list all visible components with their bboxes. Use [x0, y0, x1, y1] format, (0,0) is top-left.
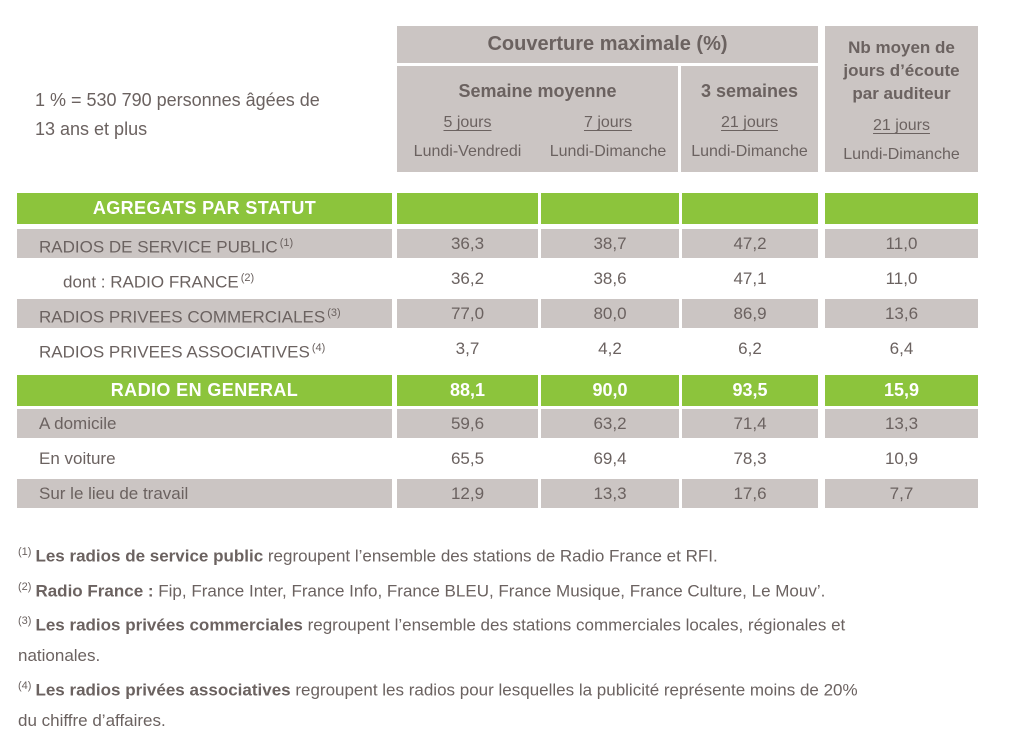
header-couverture-maximale: Couverture maximale (%)	[397, 26, 818, 63]
value-cell: 80,0	[541, 299, 679, 328]
value-cell: 3,7	[455, 339, 480, 358]
row-label-text: Sur le lieu de travail	[39, 484, 189, 503]
footnote-bold-text: Les radios privées associatives	[35, 680, 291, 700]
value-cell: 6,2	[738, 339, 762, 358]
footnote-ref-2: (2)	[240, 272, 255, 284]
footnote-text: Fip, France Inter, France Info, France BLEU, France Musique, France Culture, Le Mouv’.	[153, 581, 826, 601]
value-cell: 6,4	[889, 339, 914, 358]
header-nb-moyen-jours-ecoute	[825, 26, 978, 172]
nb-moyen-title-line3: par auditeur	[852, 84, 951, 103]
value-cell: 38,7	[541, 229, 679, 258]
value-cell: 36,2	[450, 269, 485, 288]
value-cell: 71,4	[682, 409, 818, 438]
row-label-text: dont : RADIO FRANCE	[63, 272, 239, 292]
column-21-jours	[681, 108, 818, 166]
nb-moyen-title-line1: Nb moyen de	[848, 38, 955, 57]
band-label: AGREGATS PAR STATUT	[17, 193, 392, 224]
value-cell: 13,3	[541, 479, 679, 508]
footnote-marker: (2)	[18, 580, 32, 593]
value-cell: 63,2	[541, 409, 679, 438]
table-row-a-domicile	[0, 409, 1020, 438]
section-band-agregats-par-statut	[0, 193, 1020, 224]
footnote-bold-text: Les radios de service public	[35, 546, 264, 566]
footnote-text: regroupent l’ensemble des stations de Radio France et RFI.	[263, 546, 718, 566]
footnote-continuation: nationales.	[18, 645, 101, 665]
table-row-en-voiture	[0, 444, 1020, 473]
value-cell: 59,6	[397, 409, 538, 438]
band-value-cell: 88,1	[397, 375, 538, 406]
footnote-ref-1: (1)	[279, 237, 294, 249]
row-label	[17, 229, 392, 258]
band-value-cell: 90,0	[541, 375, 679, 406]
days-lundi-dimanche: Lundi-Dimanche	[843, 146, 960, 163]
table-row-radios-privees-associatives	[0, 334, 1020, 363]
value-cell: 36,3	[397, 229, 538, 258]
row-label-text: RADIOS PRIVEES ASSOCIATIVES	[39, 342, 310, 362]
value-cell: 65,5	[450, 449, 485, 468]
footnote-continuation: du chiffre d’affaires.	[18, 710, 166, 730]
row-label-text: RADIOS PRIVEES COMMERCIALES	[39, 307, 326, 327]
row-label	[17, 479, 392, 508]
footnote-text: regroupent les radios pour lesquelles la publicité représente moins de 20%	[290, 680, 858, 700]
band-value-cell: 93,5	[682, 375, 818, 406]
band-value-cell	[397, 193, 538, 224]
value-cell: 77,0	[397, 299, 538, 328]
value-cell: 47,2	[682, 229, 818, 258]
row-label-text: A domicile	[39, 414, 117, 433]
row-label	[17, 299, 392, 328]
footnote-ref-3: (3)	[327, 307, 341, 319]
days-lundi-dimanche: Lundi-Dimanche	[549, 143, 667, 160]
population-note	[35, 86, 395, 144]
row-label	[17, 264, 392, 293]
footnote-1	[18, 537, 1018, 572]
footnote-4	[18, 671, 1018, 736]
footnote-bold-text: Les radios privées commerciales	[35, 615, 303, 635]
row-label	[17, 444, 392, 473]
footnote-text: regroupent l’ensemble des stations commerciales locales, régionales et	[302, 615, 846, 635]
semaine-moyenne-title: Semaine moyenne	[458, 81, 617, 101]
header-3-semaines	[681, 66, 818, 172]
row-label-text: RADIOS DE SERVICE PUBLIC	[39, 237, 278, 257]
footnote-marker: (1)	[18, 546, 32, 558]
footnote-3	[18, 606, 1018, 671]
table-row-sur-le-lieu-de-travail	[0, 479, 1020, 508]
value-cell: 86,9	[682, 299, 818, 328]
band-value-cell	[541, 193, 679, 224]
footnote-marker: (3)	[18, 615, 32, 628]
band-value-cell	[682, 193, 818, 224]
value-cell: 11,0	[825, 229, 978, 258]
period-7-jours: 7 jours	[583, 114, 633, 131]
value-cell: 13,6	[825, 299, 978, 328]
section-band-radio-en-general	[0, 375, 1020, 406]
row-label-text: En voiture	[39, 449, 116, 468]
footnote-2	[18, 572, 1018, 607]
band-value-cell	[825, 193, 978, 224]
value-cell: 38,6	[593, 269, 627, 288]
column-5-jours	[397, 108, 538, 166]
table-row-dont-radio-france	[0, 264, 1020, 293]
value-cell: 78,3	[733, 449, 767, 468]
column-7-jours	[538, 108, 678, 166]
value-cell: 4,2	[598, 339, 622, 358]
footnote-marker: (4)	[18, 679, 32, 692]
band-value-cell: 15,9	[825, 375, 978, 406]
value-cell: 12,9	[397, 479, 538, 508]
days-lundi-vendredi: Lundi-Vendredi	[413, 143, 522, 160]
trois-semaines-title: 3 semaines	[700, 81, 799, 101]
nb-moyen-title	[825, 36, 978, 105]
value-cell: 10,9	[884, 449, 919, 468]
row-label	[17, 334, 392, 363]
header-semaine-moyenne	[397, 66, 678, 172]
nb-moyen-title-line2: jours d’écoute	[843, 61, 960, 80]
trois-semaines-subcolumn	[681, 108, 818, 166]
value-cell: 7,7	[825, 479, 978, 508]
period-21-jours: 21 jours	[873, 117, 930, 134]
value-cell: 13,3	[825, 409, 978, 438]
semaine-subcolumns	[397, 108, 678, 166]
days-lundi-dimanche: Lundi-Dimanche	[691, 143, 808, 160]
footnotes	[18, 537, 1018, 736]
band-label: RADIO EN GENERAL	[17, 375, 392, 406]
table-row-radios-service-public	[0, 229, 1020, 258]
note-line-2: 13 ans et plus	[35, 119, 148, 139]
footnote-bold-text: Radio France :	[35, 581, 154, 601]
value-cell: 69,4	[593, 449, 627, 468]
table-row-radios-privees-commerciales	[0, 299, 1020, 328]
note-line-1: 1 % = 530 790 personnes âgées de	[35, 90, 320, 110]
period-5-jours: 5 jours	[443, 114, 492, 131]
value-cell: 17,6	[682, 479, 818, 508]
footnote-ref-4: (4)	[311, 342, 326, 354]
value-cell: 47,1	[733, 269, 767, 288]
row-label	[17, 409, 392, 438]
value-cell: 11,0	[885, 269, 918, 288]
period-21-jours: 21 jours	[721, 114, 778, 131]
